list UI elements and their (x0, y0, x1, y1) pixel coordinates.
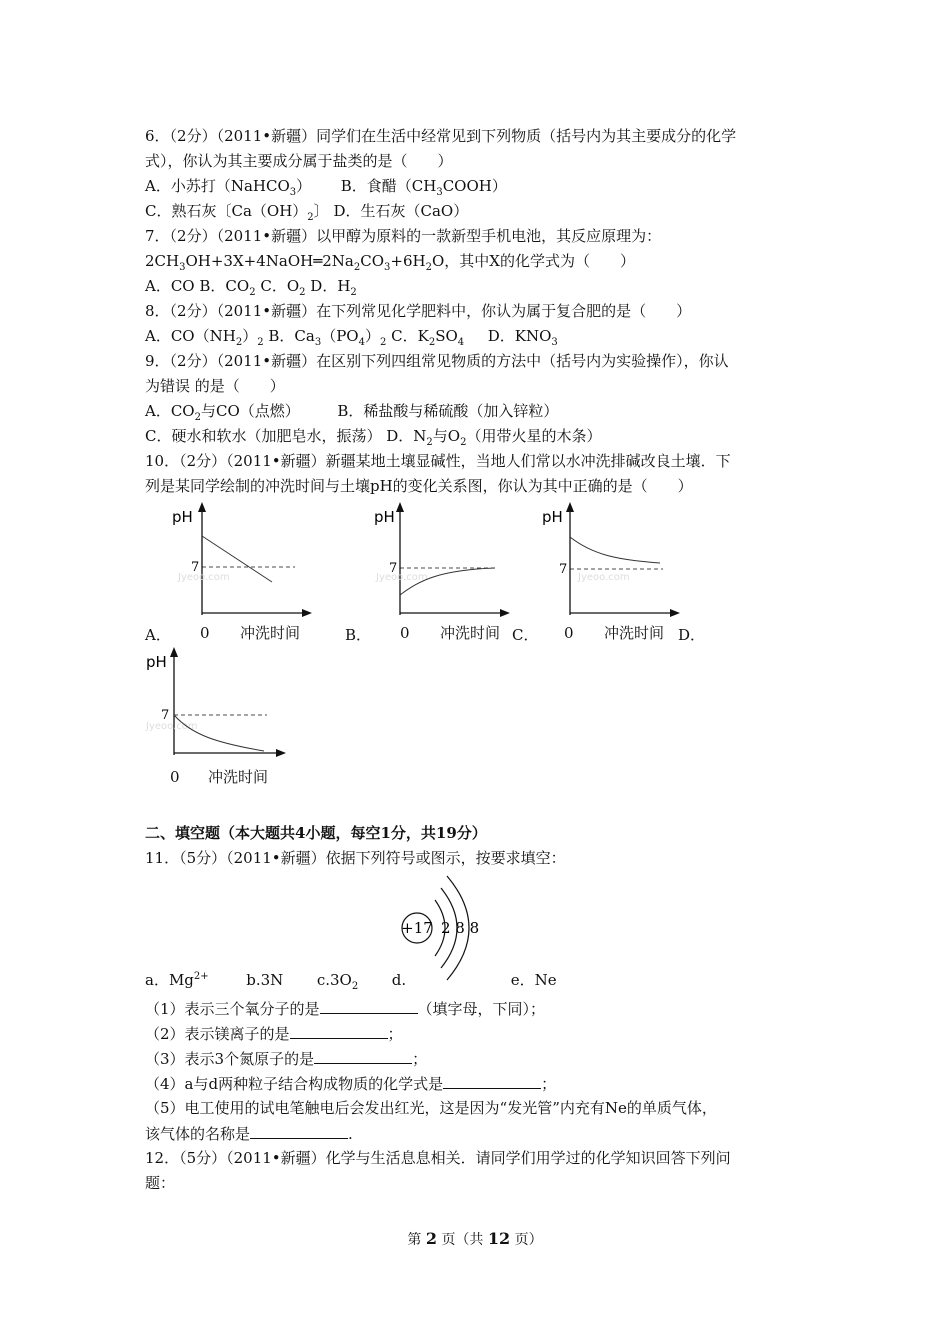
q9-option-d: D．$N_2$与$O_2$（用带火星的木条） (386, 427, 602, 448)
graph-b-ref-label: 7 (389, 561, 398, 576)
graph-d-x-arrow (276, 749, 286, 757)
graph-c-watermark: Jyeoo.com (578, 572, 630, 583)
graph-d-ref-label: 7 (161, 708, 170, 723)
q7-option-c: C．$O_2$ (260, 277, 306, 298)
q8-option-d: D．$KNO_3$ (487, 327, 558, 348)
graph-c-origin: 0 (564, 624, 574, 642)
page-footer: 第 2 页（共 12 页） (407, 1229, 543, 1248)
graph-c-curve (570, 537, 660, 563)
q6-options-cd (145, 201, 468, 228)
atom-nucleus-charge: +17 (401, 919, 433, 937)
graph-d (142, 645, 292, 770)
q11-option-a: a．$Mg^{2+}$ (145, 971, 209, 989)
graph-a-origin: 0 (200, 624, 210, 642)
q9-stem-line2: 为错误 的是（ ） (145, 377, 285, 395)
graph-d-option: D． (678, 626, 706, 644)
graph-d-xlabel: 冲洗时间 (208, 768, 269, 786)
graph-a-watermark: Jyeoo.com (178, 572, 230, 583)
graph-c-y-arrow (566, 502, 574, 512)
footer-page-number: 2 (425, 1229, 437, 1248)
graph-b-xlabel: 冲洗时间 (440, 624, 501, 642)
atom-shell-electrons: 2 8 8 (441, 919, 480, 937)
q8-option-b: B．$Ca_3(PO_4)_2$ (268, 327, 387, 348)
q8-stem: 8．（2分）（2011•新疆）在下列常见化学肥料中，你认为属于复合肥的是（ ） (145, 302, 692, 320)
graph-b-ylabel: pH (374, 508, 395, 526)
q11-sub1: （1）表示三个氧分子的是 （填字母，下同）； (145, 1000, 546, 1018)
q11-option-c: $c.3O_2$ (316, 971, 359, 992)
graph-d-y-arrow (170, 647, 178, 657)
graph-a-y-arrow (198, 502, 206, 512)
q7-option-d: D．$H_2$ (310, 277, 357, 298)
q11-sub5-blank[interactable] (250, 1123, 348, 1139)
q12-stem-line1: 12．（5分）（2011•新疆）化学与生活息息相关．请同学们用学过的化学知识回答下列问 (145, 1149, 731, 1167)
q9-option-c: C．硬水和软水（加肥皂水，振荡） (145, 427, 382, 445)
q11-option-b: b.3N (246, 971, 284, 989)
footer-total-pages: 12 (487, 1229, 511, 1248)
q11-sub4-blank[interactable] (443, 1073, 541, 1089)
q11-sub1-blank[interactable] (320, 998, 418, 1014)
graph-b-option: B． (345, 626, 372, 644)
graph-a-xlabel: 冲洗时间 (240, 624, 301, 642)
graph-c-x-arrow (670, 609, 680, 617)
graph-a-option: A． (145, 626, 171, 644)
q11-option-e: e．Ne (510, 971, 557, 989)
q12-stem-line2: 题： (145, 1174, 176, 1192)
q7-equation: $2CH_3OH+3X+4NaOH═2Na_2CO_3+6H_2O$，其中X的化学式为（ ） (145, 252, 635, 273)
q11-sub5-line1: （5）电工使用的试电笔触电后会发出红光，这是因为“发光管”内充有Ne的单质气体， (145, 1099, 717, 1117)
graph-a-ref-label: 7 (191, 560, 200, 575)
q8-option-a: A．$CO(NH_2)_2$ (145, 327, 264, 348)
q9-option-b: B．稀盐酸与稀硫酸（加入锌粒） (337, 402, 559, 420)
q6-option-d: D．生石灰（CaO） (333, 202, 469, 220)
q9-options-cd (145, 426, 602, 453)
q11-sub4: （4）a与d两种粒子结合构成物质的化学式是 ； (145, 1075, 557, 1093)
q11-sub2: （2）表示镁离子的是 ； (145, 1025, 403, 1043)
q7-stem-line1: 7．（2分）（2011•新疆）以甲醇为原料的一款新型手机电池，其反应原理为： (145, 227, 662, 245)
q9-options-ab (145, 401, 558, 428)
q11-stem: 11．（5分）（2011•新疆）依据下列符号或图示，按要求填空： (145, 849, 566, 867)
q7-options (145, 276, 357, 303)
q6-stem-line2: 式），你认为其主要成分属于盐类的是（ ） (145, 152, 453, 170)
q6-option-c: C．熟石灰〔$Ca(OH)_2$〕 (145, 202, 329, 223)
graph-c-option: C． (512, 626, 539, 644)
q6-options-ab (145, 176, 507, 203)
graph-d-ylabel: pH (146, 653, 167, 671)
q11-sub5-line2: 该气体的名称是 . (145, 1125, 353, 1143)
graph-a-x-arrow (302, 609, 312, 617)
graph-b-y-arrow (396, 502, 404, 512)
graph-b-origin: 0 (400, 624, 410, 642)
graph-a-ylabel: pH (172, 508, 193, 526)
graph-b-watermark: Jyeoo.com (376, 572, 428, 583)
q7-option-b: B．$CO_2$ (199, 277, 256, 298)
q8-option-c: C．$K_2SO_4$ (391, 327, 465, 348)
graph-c-ref-label: 7 (559, 562, 568, 577)
q6-option-b: B．食醋$(CH_3COOH)$ (340, 177, 507, 198)
graph-d-watermark: Jyeoo.com (146, 721, 198, 732)
q8-options (145, 326, 558, 353)
q10-stem-line1: 10．（2分）（2011•新疆）新疆某地土壤显碱性，当地人们常以水冲洗排碱改良土壤．下 (145, 452, 731, 470)
q9-option-a: A．$CO_2$与CO（点燃） (145, 402, 300, 423)
q11-sub3: （3）表示3个氮原子的是 ； (145, 1050, 428, 1068)
q11-sub2-blank[interactable] (290, 1023, 388, 1039)
q11-sub3-blank[interactable] (314, 1048, 412, 1064)
q7-option-a: A．CO (145, 277, 195, 295)
section2-title: 二、填空题（本大题共4小题，每空1分，共19分） (145, 824, 487, 842)
graph-d-origin: 0 (170, 768, 180, 786)
q11-option-d: d. (391, 971, 407, 989)
graph-c-xlabel: 冲洗时间 (604, 624, 665, 642)
q10-stem-line2: 列是某同学绘制的冲洗时间与土壤pH的变化关系图，你认为其中正确的是（ ） (145, 477, 693, 495)
q11-options (145, 967, 557, 997)
q9-stem-line1: 9．（2分）（2011•新疆）在区别下列四组常见物质的方法中（括号内为实验操作），你认 (145, 352, 729, 370)
q6-option-a: A．小苏打（NaHCO$_3$） (145, 177, 312, 198)
graph-c-ylabel: pH (542, 508, 563, 526)
graph-b-x-arrow (500, 609, 510, 617)
q6-stem-line1: 6．（2分）（2011•新疆）同学们在生活中经常见到下列物质（括号内为其主要成分的化学 (145, 127, 737, 145)
